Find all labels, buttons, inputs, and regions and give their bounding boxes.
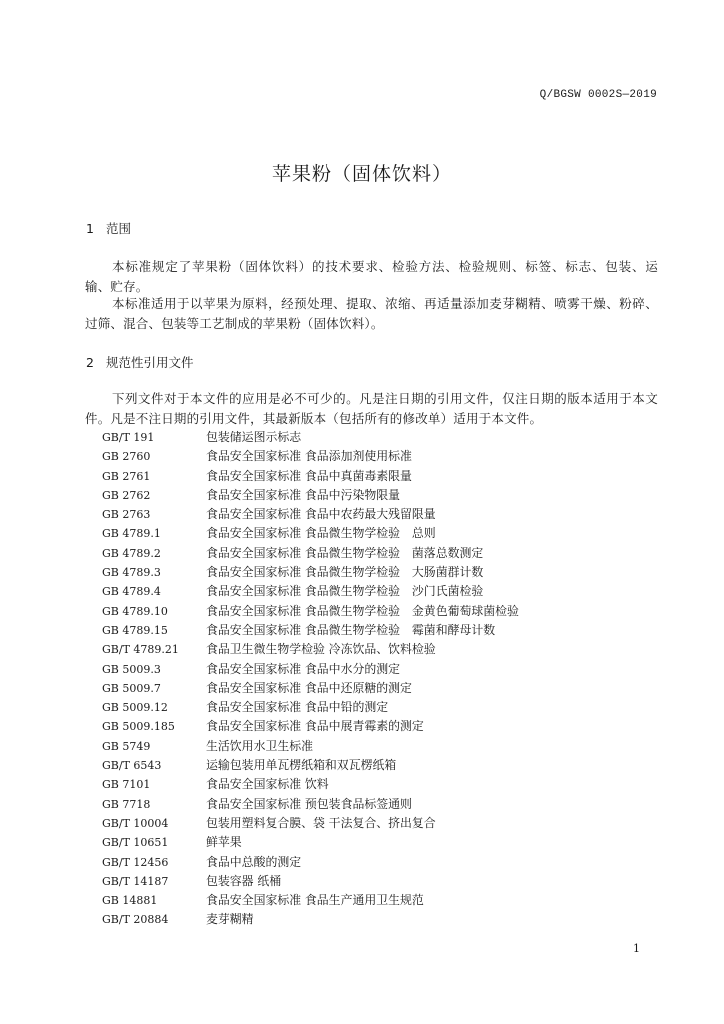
- reference-title: 食品安全国家标准 食品微生物学检验 金黄色葡萄球菌检验: [206, 603, 519, 618]
- reference-title: 麦芽糊精: [206, 912, 254, 927]
- reference-title: 食品安全国家标准 食品中铅的测定: [206, 700, 389, 715]
- reference-title: 食品安全国家标准 食品中水分的测定: [206, 661, 401, 676]
- reference-code: GB 4789.15: [102, 623, 168, 637]
- reference-title: 生活饮用水卫生标准: [206, 738, 314, 753]
- section-1-title: 范围: [106, 221, 132, 236]
- section-1-number: 1: [86, 221, 94, 236]
- reference-code: GB/T 191: [102, 431, 155, 444]
- reference-row: [102, 447, 519, 466]
- reference-title: 食品安全国家标准 食品中污染物限量: [206, 487, 401, 502]
- reference-row: [102, 660, 519, 679]
- reference-row: [102, 524, 519, 543]
- section-2-number: 2: [86, 355, 94, 370]
- reference-code: GB/T 6543: [102, 759, 162, 773]
- reference-row: [102, 717, 519, 736]
- reference-row: [102, 910, 519, 929]
- reference-title: 食品安全国家标准 食品中农药最大残留限量: [206, 507, 436, 522]
- reference-row: [102, 756, 519, 775]
- reference-code: GB 4789.2: [102, 546, 161, 560]
- reference-code: GB 2762: [102, 488, 151, 502]
- scope-paragraph-2: 本标准适用于以苹果为原料，经预处理、提取、浓缩、再适量添加麦芽糊精、喷雾干燥、粉碎、过筛、混合、包装等工艺制成的苹果粉（固体饮料）。: [85, 296, 658, 331]
- reference-code: GB/T 10651: [102, 836, 169, 850]
- reference-row: [102, 775, 519, 794]
- reference-row: [102, 872, 519, 891]
- reference-code: GB 7101: [102, 778, 151, 792]
- reference-row: [102, 853, 519, 872]
- reference-title: 食品安全国家标准 食品中还原糖的测定: [206, 680, 412, 695]
- reference-title: 食品安全国家标准 食品生产通用卫生规范: [206, 893, 424, 908]
- reference-title: 食品安全国家标准 食品微生物学检验 霉菌和酵母计数: [206, 622, 496, 637]
- reference-row: [102, 621, 519, 640]
- reference-code: GB 2761: [102, 469, 151, 483]
- reference-code: GB/T 4789.21: [102, 643, 179, 657]
- reference-code: GB 4789.3: [102, 566, 161, 580]
- reference-row: [102, 544, 519, 563]
- reference-row: [102, 698, 519, 717]
- reference-title: 食品安全国家标准 食品微生物学检验 总则: [206, 526, 436, 541]
- reference-code: GB/T 10004: [102, 816, 169, 830]
- reference-title: 运输包装用单瓦楞纸箱和双瓦楞纸箱: [206, 758, 397, 773]
- document-title: 苹果粉（固体饮料）: [271, 163, 452, 185]
- reference-row: [102, 428, 519, 447]
- reference-title: 食品安全国家标准 饮料: [206, 777, 329, 792]
- reference-code: GB 4789.1: [102, 527, 161, 541]
- reference-code: GB/T 12456: [102, 855, 169, 869]
- standard-code: Q/BGSW 0002S—2019: [539, 89, 657, 101]
- reference-row: [102, 679, 519, 698]
- reference-row: [102, 795, 519, 814]
- reference-title: 食品安全国家标准 食品中真菌毒素限量: [206, 468, 412, 483]
- reference-title: 食品安全国家标准 食品微生物学检验 沙门氏菌检验: [206, 584, 484, 599]
- reference-row: [102, 563, 519, 582]
- reference-code: GB 4789.10: [102, 604, 168, 618]
- reference-code: GB 2760: [102, 450, 151, 464]
- reference-code: GB/T 14187: [102, 874, 169, 888]
- reference-row: [102, 891, 519, 910]
- page-number: 1: [633, 942, 640, 955]
- reference-code: GB 5009.12: [102, 701, 168, 715]
- reference-title: 食品安全国家标准 食品中展青霉素的测定: [206, 719, 424, 734]
- reference-code: GB 14881: [102, 894, 158, 908]
- reference-title: 包装用塑料复合膜、袋 干法复合、挤出复合: [206, 815, 436, 830]
- reference-title: 包装储运图示标志: [206, 430, 302, 444]
- reference-row: [102, 505, 519, 524]
- reference-code: GB 5009.3: [102, 662, 161, 676]
- reference-code: GB 5749: [102, 739, 151, 753]
- reference-row: [102, 486, 519, 505]
- reference-row: [102, 467, 519, 486]
- reference-list: [102, 428, 519, 930]
- section-2-heading: [86, 353, 194, 371]
- reference-title: 包装容器 纸桶: [206, 873, 282, 888]
- section-1-heading: [86, 219, 131, 237]
- reference-row: [102, 814, 519, 833]
- reference-code: GB/T 20884: [102, 913, 169, 927]
- reference-title: 食品安全国家标准 预包装食品标签通则: [206, 796, 412, 811]
- reference-code: GB 2763: [102, 508, 151, 522]
- section-2-title: 规范性引用文件: [106, 355, 194, 370]
- reference-row: [102, 640, 519, 659]
- reference-code: GB 4789.4: [102, 585, 161, 599]
- reference-code: GB 5009.7: [102, 681, 161, 695]
- reference-title: 食品中总酸的测定: [206, 854, 302, 869]
- reference-title: 食品安全国家标准 食品微生物学检验 大肠菌群计数: [206, 565, 484, 580]
- reference-title: 食品安全国家标准 食品添加剂使用标准: [206, 449, 412, 464]
- reference-title: 食品卫生微生物学检验 冷冻饮品、饮料检验: [206, 642, 436, 657]
- reference-row: [102, 602, 519, 621]
- reference-row: [102, 737, 519, 756]
- reference-code: GB 5009.185: [102, 720, 175, 734]
- reference-code: GB 7718: [102, 797, 151, 811]
- reference-title: 食品安全国家标准 食品微生物学检验 菌落总数测定: [206, 545, 484, 560]
- reference-row: [102, 833, 519, 852]
- references-intro: 下列文件对于本文件的应用是必不可少的。凡是注日期的引用文件，仅注日期的版本适用于本文件。凡是不注日期的引用文件，其最新版本（包括所有的修改单）适用于本文件。: [85, 391, 658, 426]
- reference-row: [102, 582, 519, 601]
- reference-title: 鲜苹果: [206, 835, 242, 850]
- scope-paragraph-1: 本标准规定了苹果粉（固体饮料）的技术要求、检验方法、检验规则、标签、标志、包装、运输、贮存。: [85, 259, 658, 294]
